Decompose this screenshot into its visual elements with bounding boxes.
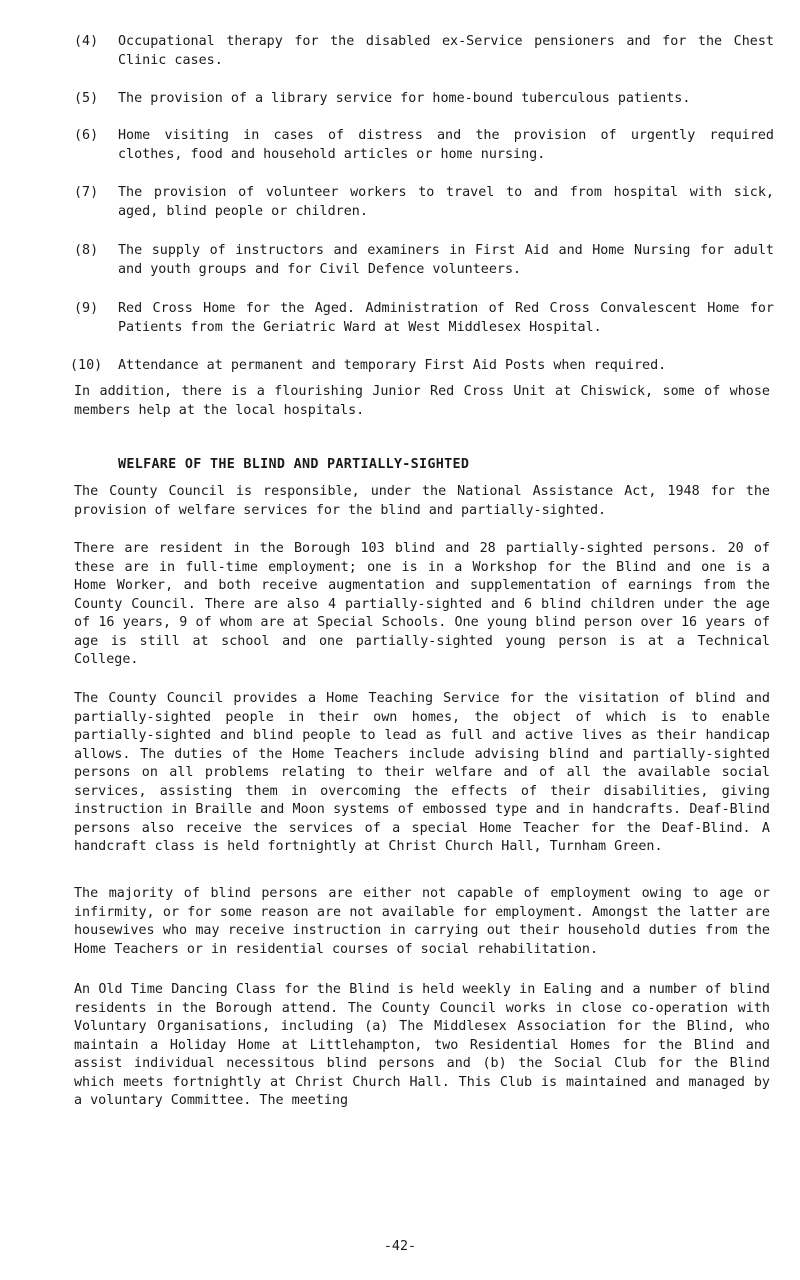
item-text: Attendance at permanent and temporary First Aid Posts when required. [118, 358, 667, 373]
item-number: (8) [74, 243, 99, 258]
item-number: (4) [74, 34, 99, 49]
list-item-5 [74, 90, 774, 109]
list-item-7 [74, 184, 774, 221]
item-number: (9) [74, 301, 99, 316]
paragraph-employment: The majority of blind persons are either not capable of employment owing to age or infirmity, or for some reason are not available for employment. Amongst the latter are housewives who may receive instruction in carrying out their household duties from the Home Teachers or in residential courses of social rehabilitation. [74, 886, 770, 957]
item-number: (5) [74, 91, 99, 106]
list-item-10 [70, 357, 770, 376]
list-item-9 [74, 300, 774, 337]
item-text: The supply of instructors and examiners in First Aid and Home Nursing for adult and youth groups and for Civil Defence volunteers. [118, 243, 774, 277]
item-number: (6) [74, 128, 99, 143]
item-text: Occupational therapy for the disabled ex-Service pensioners and for the Chest Clinic cases. [118, 34, 774, 68]
item-text: Home visiting in cases of distress and the provision of urgently required clothes, food and household articles or home nursing. [118, 128, 774, 162]
paragraph-voluntary-organisations: An Old Time Dancing Class for the Blind is held weekly in Ealing and a number of blind residents in the Borough attend. The County Council works in close co-operation with Voluntary Organisations, including (a) The Middlesex Association for the Blind, who maintain a Holiday Home at Littlehampton, two Residential Homes for the Blind and assist individual necessitous blind persons and (b) the Social Club for the Blind which meets fortnightly at Christ Church Hall. This Club is maintained and managed by a voluntary Committee. The meeting [74, 982, 770, 1108]
paragraph-home-teaching: The County Council provides a Home Teaching Service for the visitation of blind and partially-sighted people in their own homes, the object of which is to enable partially-sighted and blind people to lead as full and active lives as their handicap allows. The duties of the Home Teachers include advising blind and partially-sighted persons on all problems relating to their welfare and of all the available social services, assisting them in overcoming the effects of their disabilities, giving instruction in Braille and Moon systems of embossed type and in handcrafts. Deaf-Blind persons also receive the services of a special Home Teacher for the Deaf-Blind. A handcraft class is held fortnightly at Christ Church Hall, Turnham Green. [74, 691, 770, 854]
page-number: -42- [383, 1239, 417, 1254]
item-text: The provision of volunteer workers to travel to and from hospital with sick, aged, blind people or children. [118, 185, 774, 219]
paragraph-residents: There are resident in the Borough 103 blind and 28 partially-sighted persons. 20 of these are in full-time employment; one is in a Workshop for the Blind and one is a Home Worker, and both receive augmentation and supplementation of earnings from the County Council. There are also 4 partially-sighted and 6 blind children under the age of 16 years, 9 of whom are at Special Schools. One young blind person over 16 years of age is still at school and one partially-sighted young person is at a Technical College. [74, 541, 770, 667]
paragraph-responsibility: The County Council is responsible, under the National Assistance Act, 1948 for the provision of welfare services for the blind and partially-sighted. [74, 484, 770, 518]
list-item-8 [74, 242, 774, 279]
list-item-4 [74, 33, 774, 70]
section-heading: WELFARE OF THE BLIND AND PARTIALLY-SIGHTED [118, 457, 470, 472]
item-number: (10) [70, 358, 103, 373]
item-number: (7) [74, 185, 99, 200]
list-item-6 [74, 127, 774, 164]
item-text: Red Cross Home for the Aged. Administration of Red Cross Convalescent Home for Patients from the Geriatric Ward at West Middlesex Hospital. [118, 301, 774, 335]
junior-red-cross-paragraph: In addition, there is a flourishing Junior Red Cross Unit at Chiswick, some of whose members help at the local hospitals. [74, 384, 770, 418]
item-text: The provision of a library service for home-bound tuberculous patients. [118, 91, 691, 106]
